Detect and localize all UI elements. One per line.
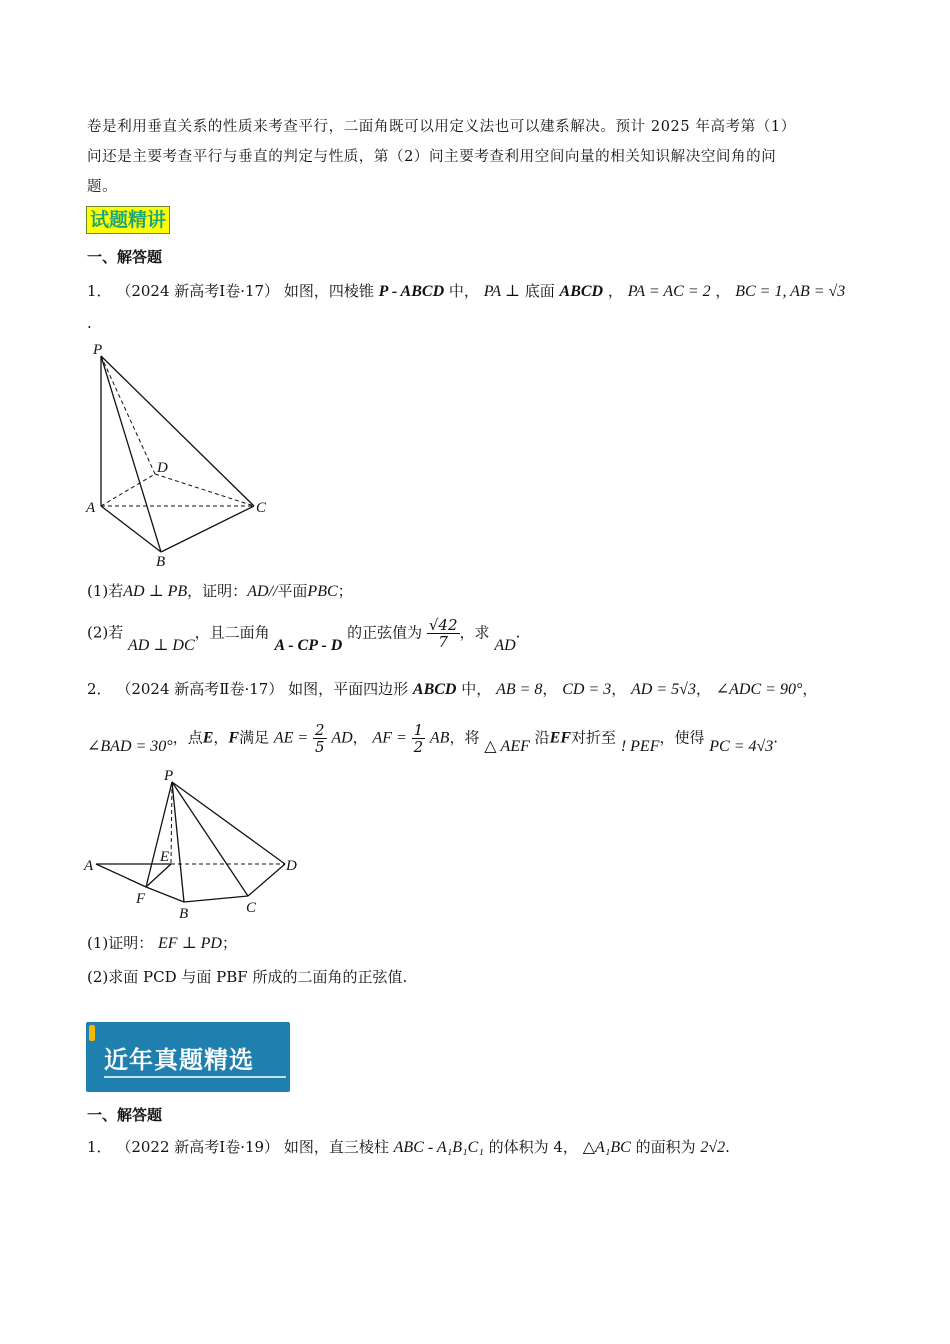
q2-text-b: 中， [461,680,492,698]
q3-math-prism: ABC - A₁B₁C₁ [393,1139,484,1156]
q2-statement-line2 [87,722,778,755]
q2-text-e: ，将 [449,728,480,747]
q1-part1-plane: 平面 [277,582,308,600]
edge-bc2 [184,896,248,902]
edge-pf [146,782,172,887]
q1-part2-angle: A - CP - D [274,636,343,654]
section-heading-2: 一、解答题 [87,1106,163,1124]
label-c2: C [246,900,257,916]
banner-underline [104,1076,286,1078]
q2-number: 2． [87,680,112,698]
edge-fe [146,864,171,887]
q2-frac2-den: 2 [413,738,424,756]
q2-math-tri-pef: ! PEF [620,737,660,755]
q2-text-c: ，点 [172,728,203,747]
edge-pc2 [172,782,248,896]
q2-part2: (2)求面 PCD 与面 PBF 所成的二面角的正弦值. [87,968,408,986]
q2-math-angle-adc: ∠ADC = 90° [715,681,803,698]
q1-text-c: 底面 [524,282,555,300]
q2-sep5: ， [213,728,229,747]
q2-math-pc: PC = 4√3 [709,737,774,755]
label-p2: P [164,768,174,784]
q3-text-c: 的面积为 [635,1138,696,1156]
q2-source: （2024 新高考Ⅱ卷·17） [116,680,284,698]
label-e2: E [160,849,170,865]
q2-text-d: 满足 [239,728,270,747]
q1-part2-mid2: 的正弦值为 [347,623,423,642]
q1-frac-den: 7 [438,633,448,651]
edge-ad [101,474,155,506]
q2-fraction-1 [313,722,327,755]
edge-af [96,864,146,887]
q2-folded-figure [80,764,310,924]
q2-math-ab: AB = 8 [496,681,543,698]
q2-math-ab-vec: AB [429,729,450,747]
label-a2: A [84,858,94,874]
q1-pyramid-figure [80,338,280,570]
edge-pb2 [172,782,184,902]
intro-line-2: 问还是主要考查平行与垂直的判定与性质，第（2）问主要考查利用空间向量的相关知识解决空间角的问 [87,149,777,165]
q1-part2-fraction [427,617,460,650]
q1-part2-ad: AD [494,636,516,654]
q1-text-b: 中， [448,282,479,300]
q2-text-g: 对折至 [571,728,617,747]
q1-part1 [87,580,353,601]
q1-text-a: 如图，四棱锥 [283,282,374,300]
q1-part2 [87,616,521,654]
q2-frac1-den: 5 [315,738,325,756]
q2-statement-line1 [87,678,817,699]
q2-part1-pre: (1)证明： [87,934,154,952]
section-heading-1: 一、解答题 [87,248,163,266]
q3-text-a: 如图，直三棱柱 [283,1138,389,1156]
q2-part1-cond: EF ⊥ PD [158,935,222,952]
q2-math-f: F [228,729,240,747]
label-d: D [157,460,168,476]
q3-math-triangle: △A₁BC [582,1139,631,1156]
q1-part1-parallel: AD// [247,583,278,600]
q1-statement [87,280,845,301]
q1-frac-num: √42 [428,616,458,634]
label-b2: B [179,906,189,922]
banner-tab-accent [89,1025,95,1041]
q1-part1-mid: ，证明： [187,582,248,600]
q1-part1-end: ； [337,582,353,600]
q2-math-ad-vec: AD [331,729,353,747]
q2-sep2: ， [611,680,627,698]
q1-part1-pbc: PBC [307,583,338,600]
q2-math-ad: AD = 5√3 [631,681,696,698]
q2-part1-end: ； [221,934,237,952]
q3-statement [87,1136,730,1157]
edge-dc [155,474,254,506]
q2-sep6: ， [352,728,368,747]
label-c: C [256,500,267,516]
edge-pd [101,356,155,474]
edge-ab [101,506,161,552]
q1-math-perp: PA ⊥ [483,283,520,300]
intro-line-3: 题。 [87,179,118,195]
label-d2: D [286,858,297,874]
q2-text-h: ，使得 [659,728,705,747]
q3-trail: . [725,1138,730,1156]
q1-part2-end: . [515,623,521,642]
intro-line-1: 卷是利用垂直关系的性质来考查平行，二面角既可以用定义法也可以建系解决。预计 2025 年高考第（1） [87,119,796,135]
q2-frac2-num: 1 [413,721,424,739]
q3-text-b: 的体积为 4， [488,1138,578,1156]
q1-text-d: ， [607,282,623,300]
q3-number: 1． [87,1138,112,1156]
q2-math-e: E [202,729,214,747]
q2-math-angle-bad: ∠BAD = 30° [87,737,173,755]
q1-trail: . [87,314,92,332]
q2-part1 [87,932,237,953]
q2-text-f: 沿 [534,728,550,747]
label-p: P [93,342,103,358]
q1-part2-mid: ，且二面角 [194,623,270,642]
q2-math-af: AF = [372,729,407,747]
q2-sep3: ， [695,680,711,698]
q2-fraction-2 [412,722,426,755]
q1-number: 1． [87,282,112,300]
q1-part2-cond: AD ⊥ DC [128,636,195,654]
q2-math-tri-aef: △ AEF [484,737,530,755]
q2-math-ef: EF [549,729,572,747]
q1-math-pyramid: P - ABCD [378,283,445,300]
q1-source: （2024 新高考Ⅰ卷·17） [116,282,280,300]
q1-math-base: ABCD [559,283,604,300]
label-a: A [86,500,96,516]
q3-source: （2022 新高考Ⅰ卷·19） [116,1138,280,1156]
q1-math-lengths: PA = AC = 2 [627,283,711,300]
q2-sep1: ， [542,680,558,698]
q2-frac1-num: 2 [315,721,325,739]
banner-title: 近年真题精选 [104,1046,254,1074]
q1-math-bc-ab: BC = 1, AB = √3 [735,283,846,300]
label-b: B [156,554,166,570]
q3-math-area: 2√2 [700,1139,726,1156]
q2-math-cd: CD = 3 [562,681,612,698]
q2-trail: . [773,728,779,747]
edge-pe [171,782,172,864]
q1-part1-pre: (1)若 [87,582,124,600]
q2-math-abcd: ABCD [412,681,457,698]
edge-pd2 [172,782,285,864]
edge-bc [161,506,254,552]
q1-text-e: ， [715,282,731,300]
edge-fb [146,887,184,902]
q2-math-ae: AE = [273,729,309,747]
highlight-heading: 试题精讲 [86,206,170,234]
q1-part2-pre: (2)若 [87,623,124,642]
section-banner [86,1022,290,1092]
q2-sep4: ， [802,680,818,698]
edge-cd [248,864,285,896]
q1-part2-mid3: ，求 [459,623,490,642]
q2-text-a: 如图，平面四边形 [288,680,409,698]
label-f2: F [136,891,146,907]
q1-part1-cond: AD ⊥ PB [123,583,188,600]
